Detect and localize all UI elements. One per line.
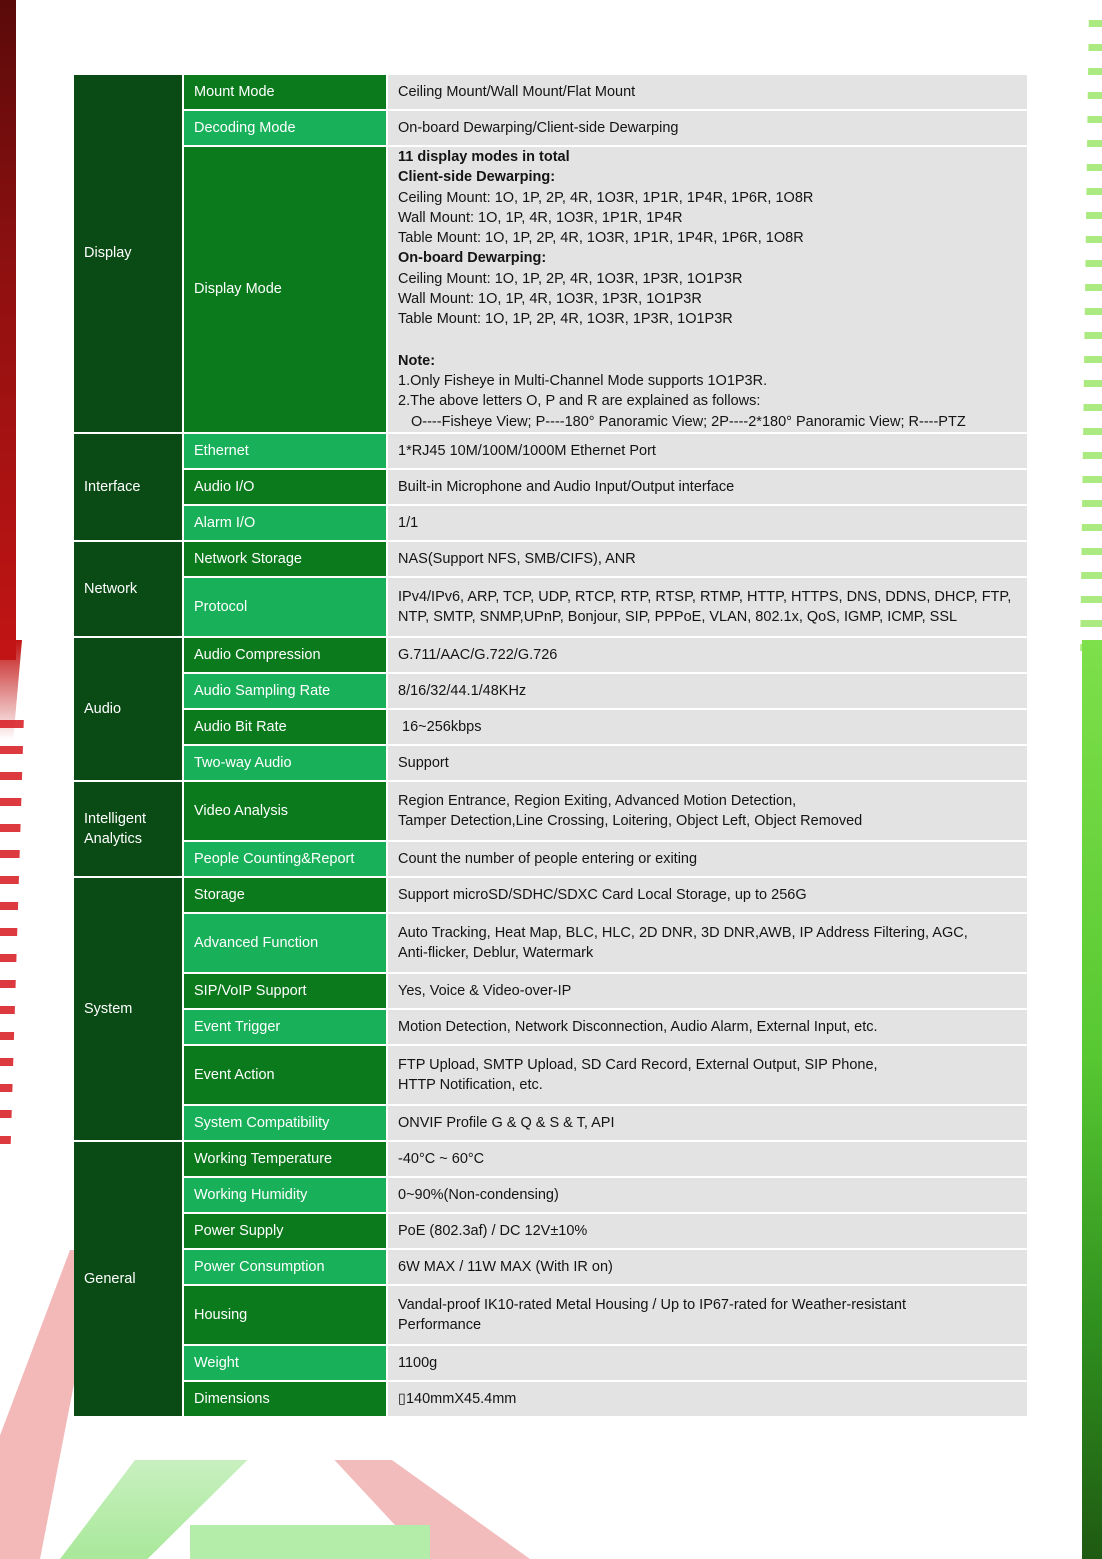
- event-action-line: HTTP Notification, etc.: [398, 1076, 543, 1093]
- label-working-humidity: Working Humidity: [184, 1178, 388, 1214]
- value-power-supply: PoE (802.3af) / DC 12V±10%: [388, 1214, 1027, 1250]
- spec-row-working-humidity: [74, 1178, 1027, 1214]
- label-event-trigger: Event Trigger: [184, 1010, 388, 1046]
- label-event-action: Event Action: [184, 1046, 388, 1106]
- value-audio-sampling-rate: 8/16/32/44.1/48KHz: [388, 674, 1027, 710]
- label-protocol: Protocol: [184, 578, 388, 638]
- label-two-way-audio: Two-way Audio: [184, 746, 388, 782]
- value-protocol: [388, 578, 1027, 638]
- category-interface: Interface: [74, 434, 184, 542]
- value-audio-compression: G.711/AAC/G.722/G.726: [388, 638, 1027, 674]
- value-sip-voip: Yes, Voice & Video-over-IP: [388, 974, 1027, 1010]
- label-ethernet: Ethernet: [184, 434, 388, 470]
- label-dimensions: Dimensions: [184, 1382, 388, 1418]
- category-system: System: [74, 878, 184, 1142]
- label-audio-io: Audio I/O: [184, 470, 388, 506]
- spec-row-housing: [74, 1286, 1027, 1346]
- display-mode-spacer: [398, 330, 1017, 351]
- label-mount-mode: Mount Mode: [184, 75, 388, 111]
- spec-row-protocol: [74, 578, 1027, 638]
- category-audio: Audio: [74, 638, 184, 782]
- label-audio-sampling-rate: Audio Sampling Rate: [184, 674, 388, 710]
- display-mode-line: Client-side Dewarping:: [398, 169, 556, 186]
- value-mount-mode: Ceiling Mount/Wall Mount/Flat Mount: [388, 75, 1027, 111]
- label-working-temperature: Working Temperature: [184, 1142, 388, 1178]
- right-green-dashes-decoration: [1080, 20, 1102, 660]
- display-mode-line: Note:: [398, 352, 436, 369]
- spec-row-weight: [74, 1346, 1027, 1382]
- value-audio-io: Built-in Microphone and Audio Input/Output interface: [388, 470, 1027, 506]
- value-system-compatibility: ONVIF Profile G & Q & S & T, API: [388, 1106, 1027, 1142]
- value-video-analysis: [388, 782, 1027, 842]
- spec-row-display-mode: [74, 147, 1027, 434]
- label-sip-voip: SIP/VoIP Support: [184, 974, 388, 1010]
- spec-row-power-supply: [74, 1214, 1027, 1250]
- label-weight: Weight: [184, 1346, 388, 1382]
- left-red-dashes-decoration: [0, 720, 34, 1160]
- value-working-temperature: -40°C ~ 60°C: [388, 1142, 1027, 1178]
- video-analysis-line: Tamper Detection,Line Crossing, Loitering, Object Left, Object Removed: [398, 812, 863, 829]
- display-mode-line: Wall Mount: 1O, 1P, 4R, 1O3R, 1P3R, 1O1P3R: [398, 291, 702, 308]
- value-network-storage: NAS(Support NFS, SMB/CIFS), ANR: [388, 542, 1027, 578]
- spec-row-decoding-mode: [74, 111, 1027, 147]
- spec-row-two-way-audio: [74, 746, 1027, 782]
- display-mode-line: Ceiling Mount: 1O, 1P, 2P, 4R, 1O3R, 1P3R, 1O1P3R: [398, 270, 743, 287]
- display-mode-line: Ceiling Mount: 1O, 1P, 2P, 4R, 1O3R, 1P1R, 1P4R, 1P6R, 1O8R: [398, 189, 814, 206]
- label-housing: Housing: [184, 1286, 388, 1346]
- value-decoding-mode: On-board Dewarping/Client-side Dewarping: [388, 111, 1027, 147]
- spec-row-ethernet: [74, 434, 1027, 470]
- spec-row-system-compatibility: [74, 1106, 1027, 1142]
- specifications-table: [74, 75, 1027, 1418]
- category-line: Analytics: [84, 830, 143, 847]
- event-action-line: FTP Upload, SMTP Upload, SD Card Record, External Output, SIP Phone,: [398, 1056, 878, 1073]
- category-network: Network: [74, 542, 184, 638]
- spec-row-video-analysis: [74, 782, 1027, 842]
- housing-line: Performance: [398, 1316, 482, 1333]
- spec-row-working-temperature: [74, 1142, 1027, 1178]
- label-storage: Storage: [184, 878, 388, 914]
- spec-row-power-consumption: [74, 1250, 1027, 1286]
- display-mode-line: Table Mount: 1O, 1P, 2P, 4R, 1O3R, 1P1R, 1P4R, 1P6R, 1O8R: [398, 230, 804, 247]
- spec-row-event-action: [74, 1046, 1027, 1106]
- display-mode-line: Wall Mount: 1O, 1P, 4R, 1O3R, 1P1R, 1P4R: [398, 209, 683, 226]
- spec-row-mount-mode: [74, 75, 1027, 111]
- label-decoding-mode: Decoding Mode: [184, 111, 388, 147]
- spec-row-audio-sampling-rate: [74, 674, 1027, 710]
- spec-row-audio-bit-rate: [74, 710, 1027, 746]
- label-video-analysis: Video Analysis: [184, 782, 388, 842]
- spec-row-network-storage: [74, 542, 1027, 578]
- label-audio-bit-rate: Audio Bit Rate: [184, 710, 388, 746]
- display-mode-line: On-board Dewarping:: [398, 250, 547, 267]
- value-dimensions: ▯140mmX45.4mm: [388, 1382, 1027, 1418]
- label-audio-compression: Audio Compression: [184, 638, 388, 674]
- spec-row-advanced-function: [74, 914, 1027, 974]
- display-mode-line: O----Fisheye View; P----180° Panoramic View; 2P----2*180° Panoramic View; R----PTZ: [411, 413, 966, 430]
- display-mode-line: 11 display modes in total: [398, 149, 570, 165]
- value-event-trigger: Motion Detection, Network Disconnection, Audio Alarm, External Input, etc.: [388, 1010, 1027, 1046]
- label-network-storage: Network Storage: [184, 542, 388, 578]
- left-red-bar-decoration: [0, 0, 16, 660]
- spec-row-storage: [74, 878, 1027, 914]
- value-people-counting: Count the number of people entering or exiting: [388, 842, 1027, 878]
- spec-row-dimensions: [74, 1382, 1027, 1418]
- protocol-line: IPv4/IPv6, ARP, TCP, UDP, RTCP, RTP, RTSP, RTMP, HTTP, HTTPS, DNS, DDNS, DHCP, FTP,: [398, 588, 1012, 605]
- category-intelligent-analytics: [74, 782, 184, 878]
- value-two-way-audio: Support: [388, 746, 1027, 782]
- value-weight: 1100g: [388, 1346, 1027, 1382]
- protocol-line: NTP, SMTP, SNMP,UPnP, Bonjour, SIP, PPPoE, VLAN, 802.1x, QoS, IGMP, ICMP, SSL: [398, 608, 958, 625]
- value-storage: Support microSD/SDHC/SDXC Card Local Storage, up to 256G: [388, 878, 1027, 914]
- category-general: General: [74, 1142, 184, 1418]
- spec-row-event-trigger: [74, 1010, 1027, 1046]
- value-advanced-function: [388, 914, 1027, 974]
- label-alarm-io: Alarm I/O: [184, 506, 388, 542]
- housing-line: Vandal-proof IK10-rated Metal Housing / Up to IP67-rated for Weather-resistant: [398, 1296, 907, 1313]
- display-mode-line: 2.The above letters O, P and R are explained as follows:: [398, 393, 761, 410]
- spec-row-alarm-io: [74, 506, 1027, 542]
- label-power-consumption: Power Consumption: [184, 1250, 388, 1286]
- spec-row-sip-voip: [74, 974, 1027, 1010]
- spec-row-audio-compression: [74, 638, 1027, 674]
- category-display: Display: [74, 75, 184, 434]
- right-green-bar-decoration: [1082, 640, 1102, 1559]
- display-mode-line: Table Mount: 1O, 1P, 2P, 4R, 1O3R, 1P3R, 1O1P3R: [398, 311, 733, 328]
- label-system-compatibility: System Compatibility: [184, 1106, 388, 1142]
- spec-row-audio-io: [74, 470, 1027, 506]
- value-audio-bit-rate: 16~256kbps: [388, 710, 1027, 746]
- label-advanced-function: Advanced Function: [184, 914, 388, 974]
- value-power-consumption: 6W MAX / 11W MAX (With IR on): [388, 1250, 1027, 1286]
- label-power-supply: Power Supply: [184, 1214, 388, 1250]
- value-ethernet: 1*RJ45 10M/100M/1000M Ethernet Port: [388, 434, 1027, 470]
- advanced-function-line: Anti-flicker, Deblur, Watermark: [398, 944, 594, 961]
- display-mode-line: 1.Only Fisheye in Multi-Channel Mode supports 1O1P3R.: [398, 372, 768, 389]
- label-people-counting: People Counting&Report: [184, 842, 388, 878]
- value-alarm-io: 1/1: [388, 506, 1027, 542]
- value-housing: [388, 1286, 1027, 1346]
- category-line: Intelligent: [84, 810, 147, 827]
- value-event-action: [388, 1046, 1027, 1106]
- label-display-mode: Display Mode: [184, 147, 388, 434]
- value-working-humidity: 0~90%(Non-condensing): [388, 1178, 1027, 1214]
- green-band-decoration: [190, 1525, 430, 1559]
- advanced-function-line: Auto Tracking, Heat Map, BLC, HLC, 2D DNR, 3D DNR,AWB, IP Address Filtering, AGC,: [398, 924, 968, 941]
- value-display-mode: [388, 147, 1027, 434]
- spec-row-people-counting: [74, 842, 1027, 878]
- video-analysis-line: Region Entrance, Region Exiting, Advanced Motion Detection,: [398, 792, 797, 809]
